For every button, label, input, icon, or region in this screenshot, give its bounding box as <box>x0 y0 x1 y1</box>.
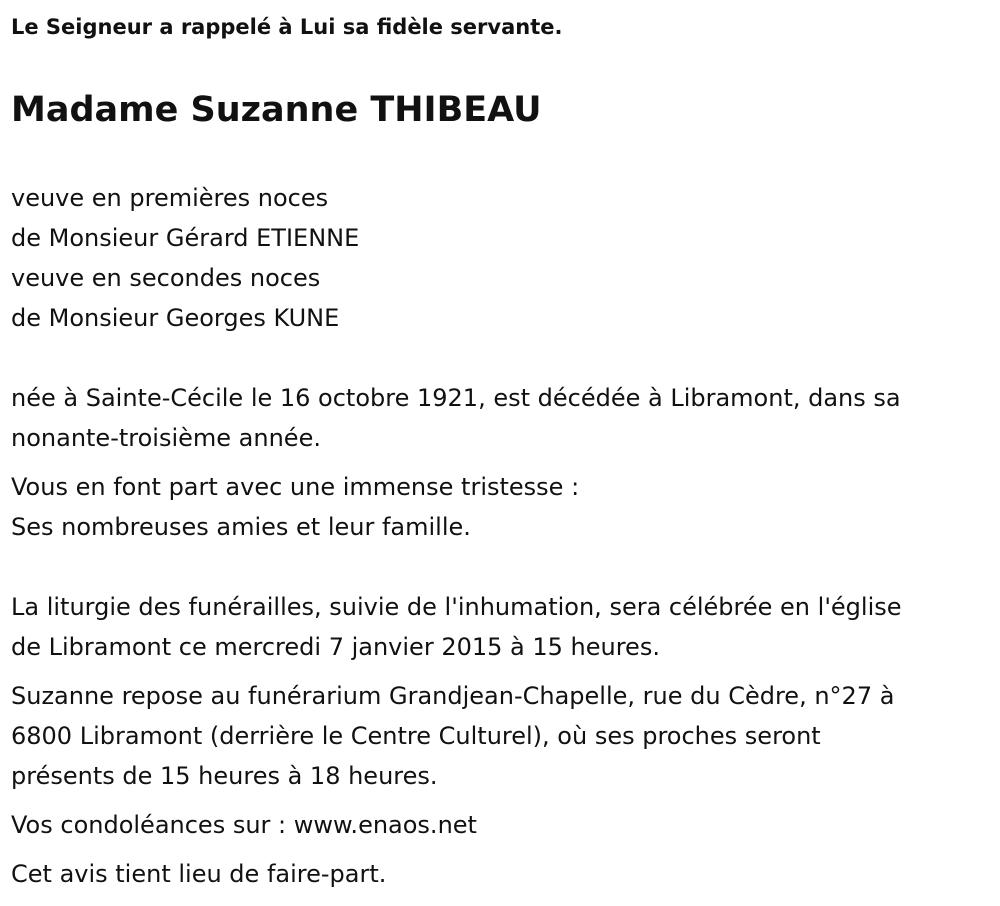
condolences-label: Vos condoléances sur : <box>11 811 294 839</box>
birth-line-1: née à Sainte-Cécile le 16 octobre 1921, est décédée à Libramont, dans sa <box>11 384 901 412</box>
birth-line-2: nonante-troisième année. <box>11 424 321 452</box>
liturgy-paragraph <box>11 587 982 667</box>
condolences-line <box>11 805 982 845</box>
announcement-line-2: Ses nombreuses amies et leur famille. <box>11 513 471 541</box>
marriage-line-4: de Monsieur Georges KUNE <box>11 304 340 332</box>
condolences-paragraph <box>11 805 982 845</box>
liturgy-line-2: de Libramont ce mercredi 7 janvier 2015 à 15 heures. <box>11 633 660 661</box>
birth-death-paragraph <box>11 378 982 458</box>
closing-line: Cet avis tient lieu de faire-part. <box>11 860 387 888</box>
deceased-name: Madame Suzanne THIBEAU <box>11 90 542 130</box>
announcement-paragraph <box>11 467 982 547</box>
condolences-website: www.enaos.net <box>293 811 477 839</box>
repose-paragraph <box>11 676 982 796</box>
marriage-line-3: veuve en secondes noces <box>11 264 321 292</box>
closing-paragraph <box>11 854 982 894</box>
repose-line-3: présents de 15 heures à 18 heures. <box>11 762 438 790</box>
marriage-details <box>11 178 982 338</box>
marriage-line-2: de Monsieur Gérard ETIENNE <box>11 224 360 252</box>
repose-line-1: Suzanne repose au funérarium Grandjean-Chapelle, rue du Cèdre, n°27 à <box>11 682 895 710</box>
repose-line-2: 6800 Libramont (derrière le Centre Culturel), où ses proches seront <box>11 722 821 750</box>
liturgy-line-1: La liturgie des funérailles, suivie de l'inhumation, sera célébrée en l'église <box>11 593 902 621</box>
announcement-line-1: Vous en font part avec une immense tristesse : <box>11 473 580 501</box>
intro-line: Le Seigneur a rappelé à Lui sa fidèle servante. <box>11 15 563 39</box>
marriage-line-1: veuve en premières noces <box>11 184 329 212</box>
